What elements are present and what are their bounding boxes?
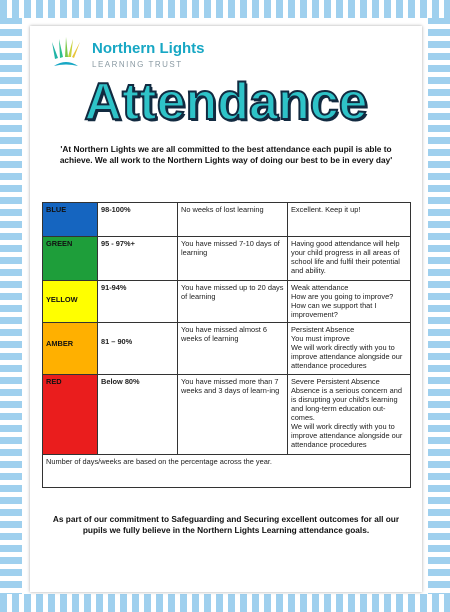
band-cell-green: GREEN — [43, 237, 98, 281]
meaning-line: Having good attendance will help your child progress in all areas of school life and fulfil their potential and ability. — [291, 239, 400, 275]
meaning-line: Excellent. Keep it up! — [291, 205, 361, 214]
mission-quote: 'At Northern Lights we are all committed to the best attendance each pupil is able to achieve. We all work to the Northern Lights way of doing our best to be in every day' — [59, 144, 393, 165]
meaning-cell — [288, 375, 411, 455]
range-cell: 81 – 90% — [98, 323, 178, 375]
band-cell-blue: BLUE — [43, 203, 98, 237]
attendance-table — [42, 202, 411, 488]
table-row — [43, 203, 411, 237]
meaning-line: Persistent Absence — [291, 325, 355, 334]
band-cell-amber: AMBER — [43, 323, 98, 375]
band-cell-red: RED — [43, 375, 98, 455]
missed-learning-cell: You have missed more than 7 weeks and 3 days of learn-ing — [178, 375, 288, 455]
northern-lights-logo-icon — [48, 36, 84, 74]
table-note: Number of days/weeks are based on the percentage across the year. — [43, 455, 411, 488]
meaning-cell — [288, 203, 411, 237]
trust-logo — [48, 36, 248, 76]
meaning-line: Absence is a serious concern and is disrupting your child's learning and long-term education out-comes. — [291, 386, 402, 422]
range-cell: Below 80% — [98, 375, 178, 455]
band-cell-yellow: YELLOW — [43, 281, 98, 323]
range-cell: 98-100% — [98, 203, 178, 237]
table-row — [43, 375, 411, 455]
table-row — [43, 323, 411, 375]
meaning-cell — [288, 281, 411, 323]
range-cell: 91-94% — [98, 281, 178, 323]
page-title: Attendance — [84, 73, 368, 131]
meaning-line: How can we support that I improvement? — [291, 301, 377, 319]
table-note-row — [43, 455, 411, 488]
meaning-line: How are you going to improve? — [291, 292, 394, 301]
meaning-line: We will work directly with you to improve attendance alongside our attendance procedures — [291, 422, 403, 449]
meaning-cell — [288, 323, 411, 375]
missed-learning-cell: You have missed up to 20 days of learning — [178, 281, 288, 323]
meaning-line: You must improve — [291, 334, 350, 343]
table-row — [43, 281, 411, 323]
missed-learning-cell: You have missed almost 6 weeks of learning — [178, 323, 288, 375]
table-row — [43, 237, 411, 281]
meaning-line: Severe Persistent Absence — [291, 377, 380, 386]
meaning-line: We will work directly with you to improve attendance alongside our attendance procedures — [291, 343, 403, 370]
missed-learning-cell: No weeks of lost learning — [178, 203, 288, 237]
meaning-line: Weak attendance — [291, 283, 349, 292]
missed-learning-cell: You have missed 7-10 days of learning — [178, 237, 288, 281]
attendance-poster — [30, 26, 422, 592]
meaning-cell — [288, 237, 411, 281]
range-cell: 95 - 97%+ — [98, 237, 178, 281]
footer-statement: As part of our commitment to Safeguarding and Securing excellent outcomes for all our pupils we fully believe in the Northern Lights Learning attendance goals. — [52, 514, 400, 535]
logo-name: Northern Lights — [92, 40, 205, 57]
logo-subtitle: LEARNING TRUST — [92, 60, 183, 69]
